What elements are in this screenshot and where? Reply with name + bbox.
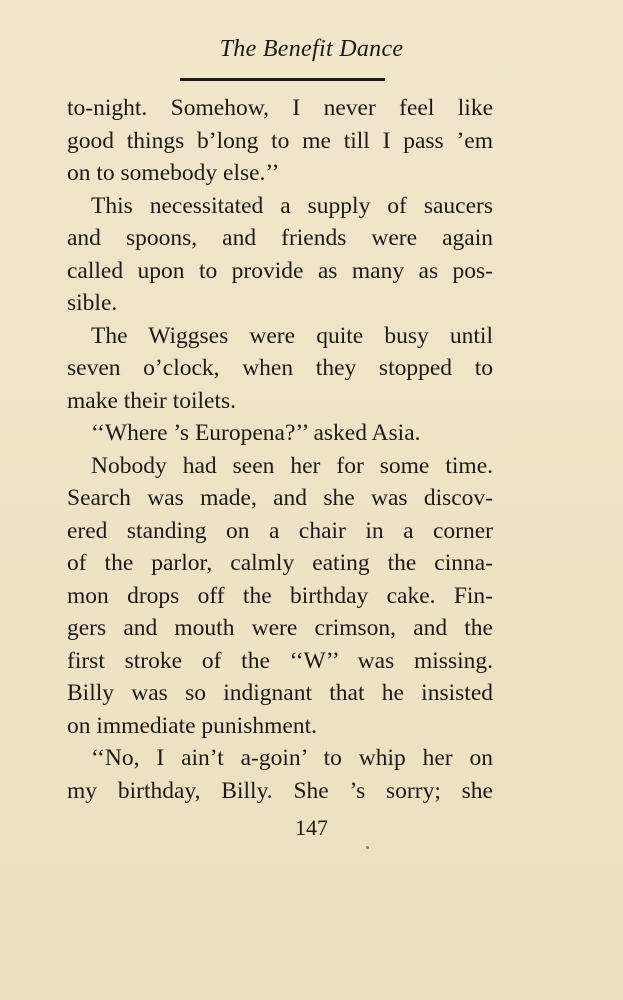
paragraph-5 — [67, 450, 493, 743]
text-line: seven o’clock, when they stopped to — [67, 355, 493, 381]
text-line: This necessitated a supply of saucers — [91, 192, 493, 219]
text-line: called upon to provide as many as pos- — [67, 257, 493, 284]
text-line: make their toilets. — [67, 387, 237, 414]
text-line: gers and mouth were crimson, and the — [67, 615, 493, 641]
paragraph-6 — [67, 742, 493, 807]
text-line: on to somebody else.’’ — [67, 160, 280, 186]
body-text — [67, 92, 493, 807]
page-number: 147 — [295, 815, 328, 840]
text-line: on immediate punishment. — [67, 712, 317, 739]
text-line: sible. — [67, 290, 118, 316]
text-line: Billy was so indignant that he insisted — [67, 680, 493, 706]
text-line: first stroke of the ‘‘W’’ was missing. — [67, 647, 493, 674]
text-line: of the parlor, calmly eating the cinna- — [67, 550, 493, 576]
text-line: Search was made, and she was discov- — [67, 485, 493, 511]
paper-speck — [366, 846, 369, 849]
text-line: mon drops off the birthday cake. Fin- — [67, 582, 493, 609]
paragraph-1 — [67, 92, 493, 190]
paragraph-2 — [67, 190, 493, 320]
text-line: ‘‘No, I ain’t a-goin’ to whip her on — [91, 745, 493, 771]
text-line: ‘‘Where ’s Europena?’’ asked Asia. — [91, 420, 421, 446]
header-rule — [180, 78, 385, 81]
text-line: ered standing on a chair in a corner — [67, 517, 493, 544]
paragraph-4 — [67, 417, 493, 450]
text-line: good things b’long to me till I pass ’em — [67, 127, 493, 154]
text-line: and spoons, and friends were again — [67, 225, 493, 251]
text-line: my birthday, Billy. She ’s sorry; she — [67, 777, 493, 804]
paragraph-3 — [67, 320, 493, 418]
running-head: The Benefit Dance — [219, 36, 404, 62]
text-line: Nobody had seen her for some time. — [91, 452, 493, 479]
text-line: to-night. Somehow, I never feel like — [67, 95, 493, 121]
text-line: The Wiggses were quite busy until — [91, 322, 493, 349]
